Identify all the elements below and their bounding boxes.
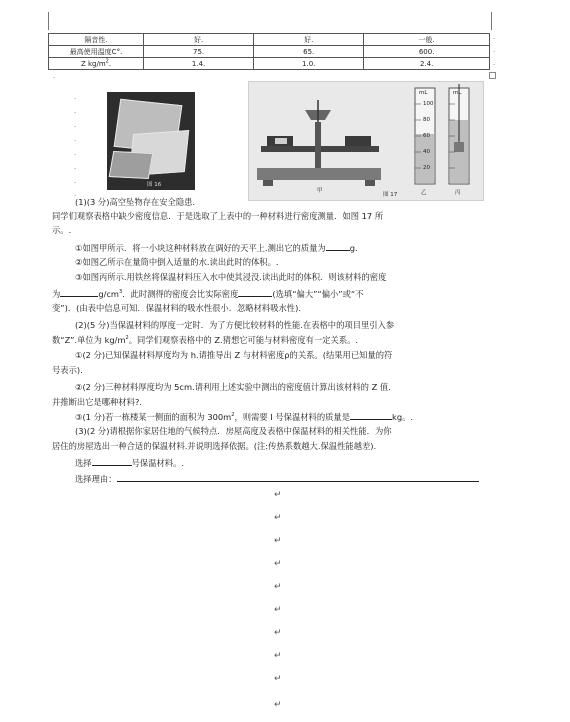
density-answer-blank[interactable] bbox=[60, 287, 98, 297]
row-label: 最高使用温度C°. bbox=[49, 46, 144, 58]
figure-17-drawing bbox=[249, 82, 483, 200]
table-cell: 一般. bbox=[364, 34, 490, 46]
q2-part1: ①(2 分)已知保温材料厚度均为 h.请推导出 Z 与材料密度ρ的关系。(结果用已知量的符 bbox=[75, 350, 393, 360]
paragraph-mark: . bbox=[74, 93, 77, 101]
q2-part3: ③(1 分)若一栋楼某一侧面的面积为 $300m^2$，则需要 I 号保温材料的质量是 kg。. bbox=[75, 412, 414, 422]
properties-table bbox=[48, 33, 490, 70]
row-label: Z $kg/m^2$. bbox=[49, 58, 144, 70]
q3-intro-cont: 居住的房屋选出一种合适的保温材料.并说明选择依据。(注:传热系数越大.保温性能越差). bbox=[52, 441, 377, 451]
table-cell: 75. bbox=[144, 46, 254, 58]
q2-part2-cont: 并推断出它是哪种材料?. bbox=[52, 397, 143, 407]
cylinder-tick-label: 100 bbox=[423, 101, 434, 107]
figure-17-photo bbox=[248, 81, 484, 201]
paragraph-return-mark: ↵ bbox=[274, 559, 282, 569]
table-cell: 2.4. bbox=[364, 58, 490, 70]
q2-part1-cont: 号表示). bbox=[52, 365, 83, 375]
mass-answer-blank[interactable] bbox=[326, 241, 350, 251]
figure-17-caption: 图 17 bbox=[383, 192, 398, 198]
bias-answer-blank[interactable] bbox=[238, 287, 272, 297]
paragraph-mark: . bbox=[74, 149, 77, 157]
reason-answer-blank[interactable] bbox=[117, 472, 479, 482]
q1-note: 变”)．(由表中信息可知．保温材料的吸水性很小．忽略材料吸水性). bbox=[52, 303, 301, 313]
paragraph-mark: . bbox=[74, 135, 77, 143]
q2-part2: ②(2 分)三种材料厚度均为 5cm.请利用上述实验中测出的密度值计算出该材料的 Z 值． bbox=[75, 382, 397, 392]
paragraph-return-mark: ↵ bbox=[274, 651, 282, 661]
figure-16-photo bbox=[107, 92, 195, 190]
paragraph-return-mark: ↵ bbox=[274, 513, 282, 523]
paragraph-return-mark: ↵ bbox=[274, 700, 282, 710]
paragraph-mark: . bbox=[74, 121, 77, 129]
cylinder-tick-label: 80 bbox=[423, 117, 430, 123]
row-label: 隔音性. bbox=[49, 34, 144, 46]
paragraph-return-mark: ↵ bbox=[274, 605, 282, 615]
table-cell: 好. bbox=[254, 34, 364, 46]
paragraph-return-mark: ↵ bbox=[274, 490, 282, 500]
paragraph-return-mark: ↵ bbox=[274, 582, 282, 592]
q1-step1: ①如图甲所示．将一小块这种材料放在调好的天平上.测出它的质量为 g. bbox=[75, 243, 358, 253]
corner-mark-top-right bbox=[491, 12, 492, 30]
q1-step3-cont: 为 $g/cm^3$．此时测得的密度会比实际密度 (选填“偏大”“偏小”或“不 bbox=[52, 289, 364, 299]
cylinder-unit-label: mL bbox=[419, 90, 428, 96]
table-handle bbox=[489, 72, 496, 79]
material-choice-blank[interactable] bbox=[92, 456, 132, 466]
table-cell: 65. bbox=[254, 46, 364, 58]
q3-reason: 选择理由： bbox=[75, 472, 479, 485]
row-end-mark: . bbox=[493, 46, 496, 54]
figure-16-caption: 图 16 bbox=[147, 182, 162, 188]
paragraph-return-mark: ↵ bbox=[274, 674, 282, 684]
insulation-slab bbox=[109, 151, 154, 179]
q2-stem: 数“Z”.单位为 $kg/m^2$。同学们观察表格中的 Z.猜想它可能与材料密度有一定关系。. bbox=[52, 335, 359, 345]
table-cell: 600. bbox=[364, 46, 490, 58]
corner-mark-top-left bbox=[48, 12, 49, 30]
paragraph-mark: . bbox=[74, 177, 77, 185]
q2-intro: (2)(5 分)当保温材料的厚度一定时．为了方便比较材料的性能.在表格中的项目里引入参 bbox=[75, 320, 395, 330]
row-end-mark: . bbox=[493, 33, 496, 41]
paragraph-return-mark: ↵ bbox=[274, 628, 282, 638]
cylinder-tick-label: 20 bbox=[423, 165, 430, 171]
paragraph-return-mark: ↵ bbox=[274, 536, 282, 546]
paragraph-mark: . bbox=[74, 107, 77, 115]
q3-intro: (3)(2 分)请根据你家居住地的气候特点．房屋高度及表格中保温材料的相关性能．为你 bbox=[75, 426, 392, 436]
mass-kg-answer-blank[interactable] bbox=[350, 410, 392, 420]
figure-17-label-bing: 丙 bbox=[455, 190, 461, 196]
table-row bbox=[49, 58, 490, 70]
cylinder-tick-label: 40 bbox=[423, 149, 430, 155]
table-row bbox=[49, 34, 490, 46]
q3-choice: 选择 号保温材料。. bbox=[75, 458, 185, 468]
q1-stem-line2: 示。. bbox=[52, 225, 72, 235]
table-cell: 好. bbox=[144, 34, 254, 46]
figure-17-label-yi: 乙 bbox=[421, 190, 427, 196]
row-end-mark: . bbox=[493, 59, 496, 67]
paragraph-mark: . bbox=[74, 190, 77, 198]
paragraph-mark: . bbox=[74, 163, 77, 171]
table-cell: 1.0. bbox=[254, 58, 364, 70]
figure-17-label-jia: 甲 bbox=[317, 188, 323, 194]
q1-step3: ③如图丙所示.用铁丝将保温材料压入水中使其浸没.读出此时的体积．则该材料的密度 bbox=[75, 272, 387, 282]
cylinder-unit-label: mL bbox=[453, 90, 462, 96]
q1-step2: ②如图乙所示在量筒中倒入适量的水.读出此时的体积。. bbox=[75, 257, 279, 267]
table-row bbox=[49, 46, 490, 58]
top-mark: . bbox=[53, 72, 56, 80]
q1-intro: (1)(3 分)高空坠物存在安全隐患. bbox=[75, 197, 196, 207]
table-cell: 1.4. bbox=[144, 58, 254, 70]
q1-stem-line1: 同学们观察表格中缺少密度信息．于是选取了上表中的一种材料进行密度测量．如图 17 所 bbox=[52, 211, 384, 221]
cylinder-tick-label: 60 bbox=[423, 133, 430, 139]
